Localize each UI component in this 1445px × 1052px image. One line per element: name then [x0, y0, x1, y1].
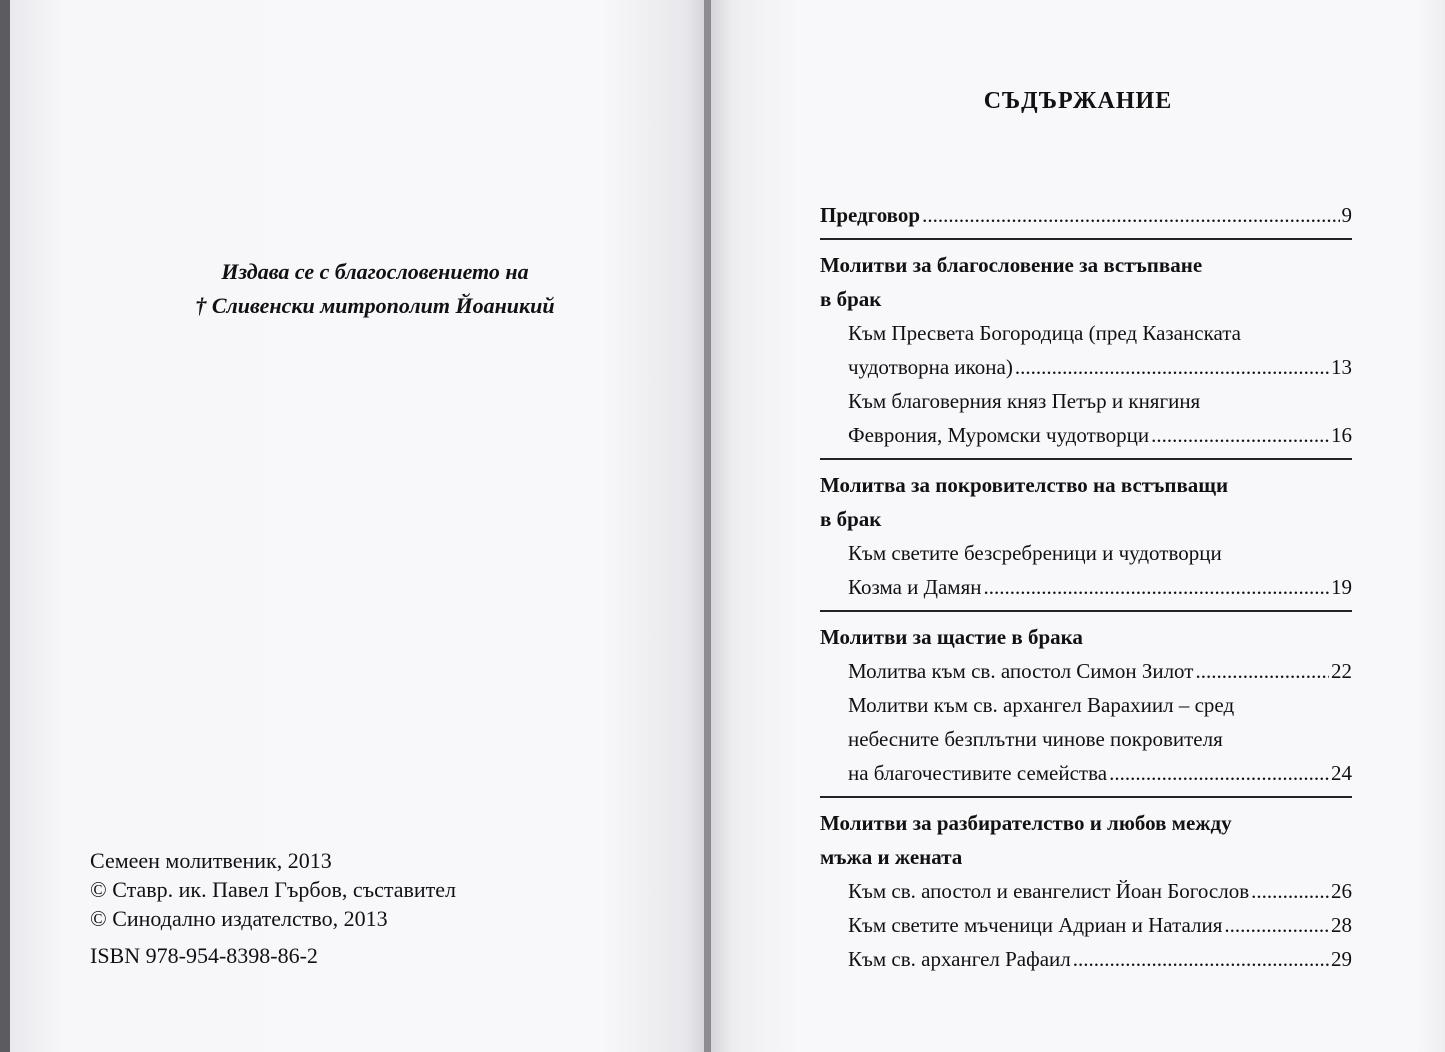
- toc-section-title: мъжа и жената: [820, 845, 963, 869]
- leader-dots: [1109, 756, 1329, 790]
- toc-entry-label: Към св. апостол и евангелист Йоан Богослов: [848, 879, 1250, 903]
- toc-page-number: 16: [1331, 423, 1352, 447]
- toc-entry: [820, 418, 1352, 452]
- toc-section-title: Молитва за покровителство на встъпващи: [820, 473, 1229, 497]
- leader-dots: [1251, 874, 1329, 908]
- toc-section-title: Молитви за щастие в брака: [820, 625, 1083, 649]
- toc-entry-label: чудотворна икона): [848, 355, 1013, 379]
- toc-section: [820, 458, 1352, 604]
- toc-entry-label: Молитви към св. архангел Варахиил – сред: [848, 693, 1235, 717]
- leader-dots: [1151, 418, 1329, 452]
- blessing-line: † Сливенски митрополит Йоаникий: [195, 293, 555, 318]
- leader-dots: [922, 198, 1339, 232]
- leader-dots: [1224, 908, 1329, 942]
- toc-page-number: 19: [1331, 575, 1352, 599]
- toc-entry-label: Към Пресвета Богородица (пред Казанската: [848, 321, 1241, 345]
- toc-entry-label: на благочестивите семейства: [848, 761, 1108, 785]
- toc-page-number: 28: [1331, 913, 1352, 937]
- blessing-line: Издава се с благословението на: [221, 259, 529, 284]
- toc-page-number: 9: [1341, 203, 1352, 227]
- toc-entry: [820, 570, 1352, 604]
- toc-section-title: Молитви за благословение за встъпване: [820, 253, 1203, 277]
- blessing-text: [125, 255, 625, 323]
- toc-page-number: 29: [1331, 947, 1352, 971]
- toc-entry-label: Към светите безсребреници и чудотворци: [848, 541, 1222, 565]
- toc-page-number: 24: [1331, 761, 1352, 785]
- toc-entry-label: Към св. архангел Рафаил: [848, 947, 1071, 971]
- toc-entry: [820, 874, 1352, 908]
- table-of-contents: [820, 198, 1352, 982]
- toc-section: [820, 238, 1352, 452]
- toc-entry: [820, 198, 1352, 232]
- toc-section-title: Молитви за разбирателство и любов между: [820, 811, 1232, 835]
- left-page: [0, 0, 706, 1052]
- toc-entry-label: Към благоверния княз Петър и княгиня: [848, 389, 1201, 413]
- toc-entry-label: Предговор: [820, 203, 921, 227]
- imprint: [90, 846, 456, 933]
- leader-dots: [984, 570, 1330, 604]
- toc-title: СЪДЪРЖАНИЕ: [983, 88, 1173, 114]
- leader-dots: [1073, 942, 1329, 976]
- toc-page-number: 26: [1331, 879, 1352, 903]
- toc-page-number: 13: [1331, 355, 1352, 379]
- toc-page-number: 22: [1331, 659, 1352, 683]
- leader-dots: [1195, 654, 1329, 688]
- toc-entry-label: Феврония, Муромски чудотворци: [848, 423, 1150, 447]
- imprint-line: © Синодално издателство, 2013: [90, 906, 388, 931]
- toc-entry: [820, 908, 1352, 942]
- toc-entry: [820, 756, 1352, 790]
- leader-dots: [1015, 350, 1329, 384]
- toc-entry: [820, 654, 1352, 688]
- toc-section-preface: [820, 198, 1352, 232]
- toc-entry-label: Към светите мъченици Адриан и Наталия: [848, 913, 1223, 937]
- toc-entry-label: Молитва към св. апостол Симон Зилот: [848, 659, 1194, 683]
- imprint-line: Семеен молитвеник, 2013: [90, 848, 332, 873]
- toc-section: [820, 610, 1352, 790]
- isbn: ISBN 978-954-8398-86-2: [90, 943, 318, 968]
- toc-entry: [820, 350, 1352, 384]
- toc-section-title: в брак: [820, 507, 882, 531]
- toc-entry-label: небесните безплътни чинове покровителя: [848, 727, 1223, 751]
- toc-entry-label: Козма и Дамян: [848, 575, 982, 599]
- toc-section-title: в брак: [820, 287, 882, 311]
- toc-section: [820, 796, 1352, 976]
- imprint-line: © Ставр. ик. Павел Гърбов, съставител: [90, 877, 456, 902]
- toc-entry: [820, 942, 1352, 976]
